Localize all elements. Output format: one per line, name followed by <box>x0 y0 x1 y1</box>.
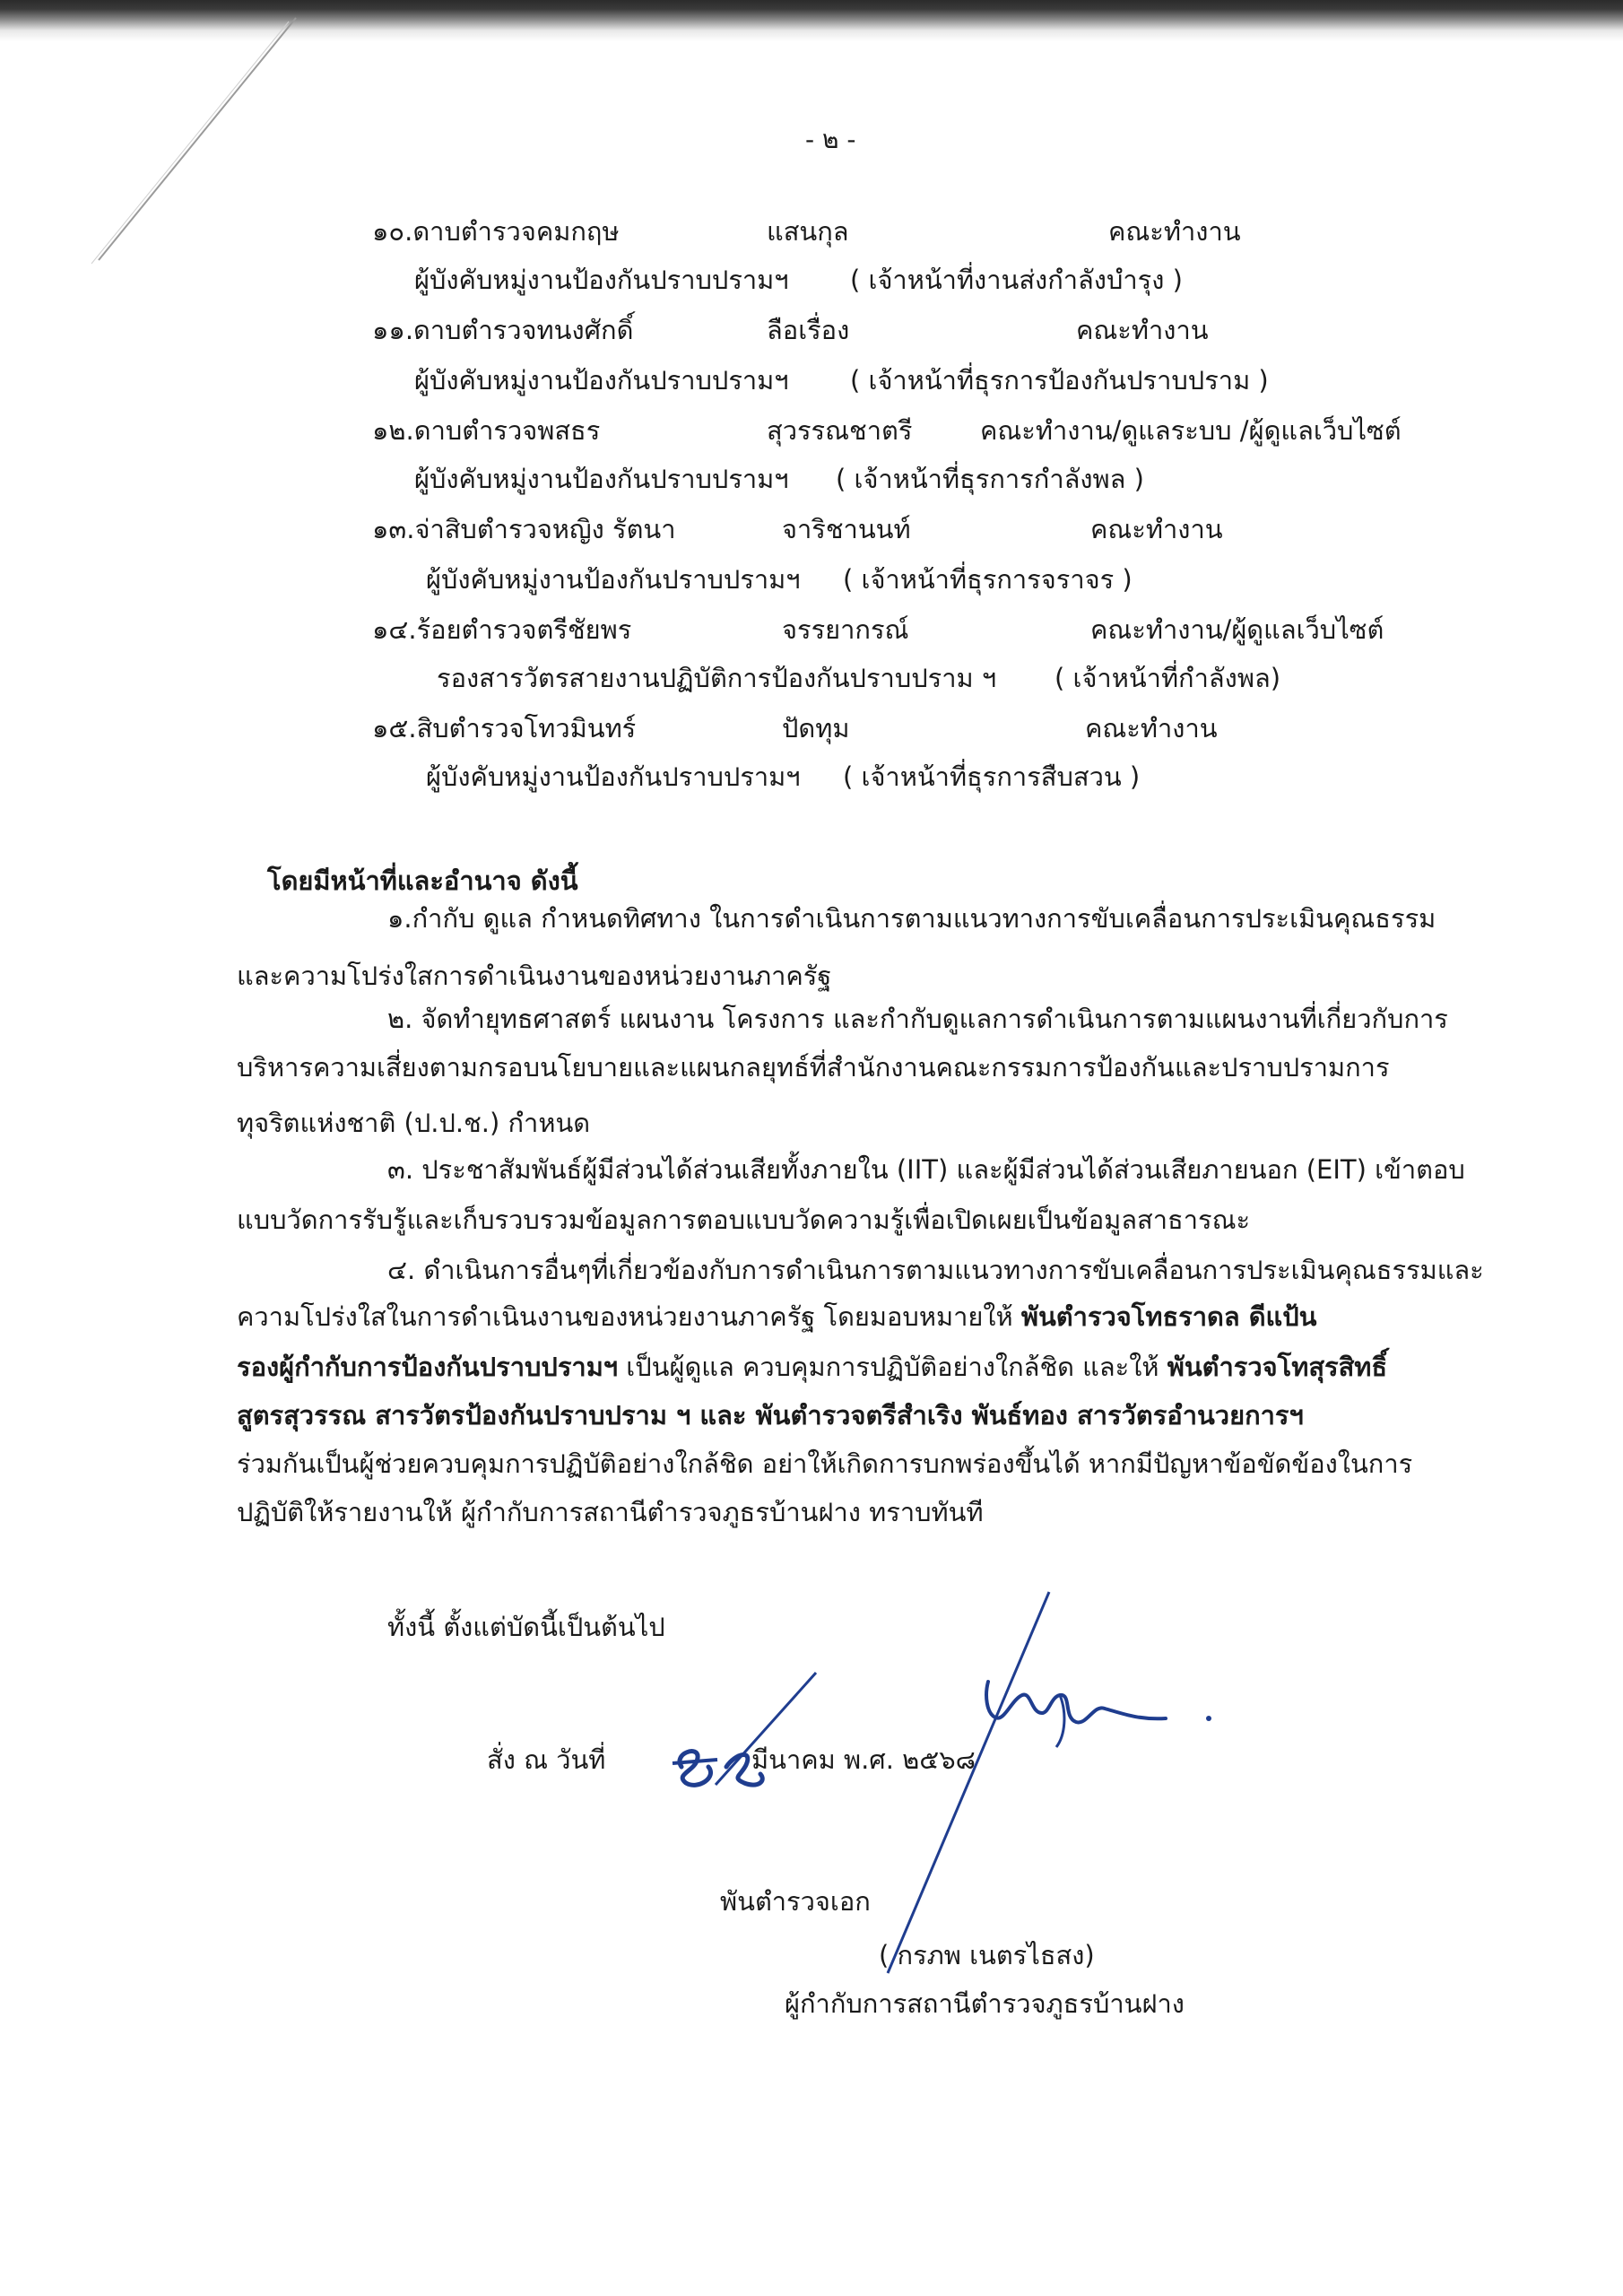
signer-title: ผู้กำกับการสถานีตำรวจภูธรบ้านฝาง <box>785 1988 1185 2019</box>
member-10-surname: แสนกุล <box>767 216 849 247</box>
page-number: - ๒ - <box>805 125 856 154</box>
duty-2-line-1: ๒. จัดทำยุทธศาสตร์ แผนงาน โครงการ และกำกับดูแลการดำเนินการตามแผนงานที่เกี่ยวกับการ <box>387 1004 1448 1034</box>
member-10-position: ผู้บังคับหมู่งานป้องกันปราบปรามฯ <box>414 265 789 295</box>
member-12-position: ผู้บังคับหมู่งานป้องกันปราบปรามฯ <box>414 464 789 494</box>
duties-heading: โดยมีหน้าที่และอำนาจ ดังนี้ <box>267 865 578 896</box>
member-12-role: คณะทำงาน/ดูแลระบบ /ผู้ดูแลเว็บไซต์ <box>980 415 1402 446</box>
member-13-role: คณะทำงาน <box>1090 514 1223 544</box>
effective-clause: ทั้งนี้ ตั้งแต่บัดนี้เป็นต้นไป <box>387 1612 665 1642</box>
member-11-surname: ลือเรื่อง <box>767 315 850 345</box>
duty-2-line-2: บริหารความเสี่ยงตามกรอบนโยบายและแผนกลยุทธ์ที่สำนักงานคณะกรรมการป้องกันและปราบปรามการ <box>237 1052 1390 1083</box>
member-12-name: ๑๒.ดาบตำรวจพสธร <box>372 415 601 446</box>
member-13-name: ๑๓.จ่าสิบตำรวจหญิง รัตนา <box>372 514 676 544</box>
duty-1-line-2: และความโปร่งใสการดำเนินงานของหน่วยงานภาครัฐ <box>237 961 832 991</box>
member-13-duty: ( เจ้าหน้าที่ธุรการจราจร ) <box>843 564 1133 595</box>
member-14-position: รองสารวัตรสายงานปฏิบัติการป้องกันปราบปราม ฯ <box>437 663 997 693</box>
duty-4-line-1: ๔. ดำเนินการอื่นๆที่เกี่ยวข้องกับการดำเนินการตามแนวทางการขับเคลื่อนการประเมินคุณธรรมและ <box>387 1255 1484 1285</box>
duty-4-line-6: ปฏิบัติให้รายงานให้ ผู้กำกับการสถานีตำรวจภูธรบ้านฝาง ทราบทันที <box>237 1497 984 1527</box>
duty-4-line-3-text: เป็นผู้ดูแล ควบคุมการปฏิบัติอย่างใกล้ชิด และให้ <box>618 1352 1167 1382</box>
member-15-position: ผู้บังคับหมู่งานป้องกันปราบปรามฯ <box>426 761 801 792</box>
duty-2-line-3: ทุจริตแห่งชาติ (ป.ป.ช.) กำหนด <box>237 1108 591 1138</box>
scan-top-edge <box>0 0 1623 41</box>
member-11-position: ผู้บังคับหมู่งานป้องกันปราบปรามฯ <box>414 365 789 396</box>
assignee-deputy-name: พันตำรวจโทธราดล ดีแป้น <box>1020 1301 1317 1332</box>
duty-1-line-1: ๑.กำกับ ดูแล กำหนดทิศทาง ในการดำเนินการตามแนวทางการขับเคลื่อนการประเมินคุณธรรม <box>387 903 1436 934</box>
order-date-suffix: มีนาคม พ.ศ. ๒๕๖๘ <box>751 1744 976 1775</box>
member-14-surname: จรรยากรณ์ <box>782 614 909 645</box>
member-10-duty: ( เจ้าหน้าที่งานส่งกำลังบำรุง ) <box>850 265 1183 295</box>
member-15-name: ๑๕.สิบตำรวจโทวมินทร์ <box>372 713 637 744</box>
duty-4-line-5: ร่วมกันเป็นผู้ช่วยควบคุมการปฏิบัติอย่างใกล้ชิด อย่าให้เกิดการบกพร่องขึ้นได้ หากมีปัญหาข้อขัดข้องในการ <box>237 1448 1413 1479</box>
duty-4-line-3 <box>237 1349 1387 1385</box>
member-11-role: คณะทำงาน <box>1076 315 1209 345</box>
member-12-duty: ( เจ้าหน้าที่ธุรการกำลังพล ) <box>836 464 1144 494</box>
member-10-role: คณะทำงาน <box>1108 216 1241 247</box>
member-14-duty: ( เจ้าหน้าที่กำลังพล) <box>1055 663 1281 693</box>
member-13-position: ผู้บังคับหมู่งานป้องกันปราบปรามฯ <box>426 564 801 595</box>
member-14-name: ๑๔.ร้อยตำรวจตรีชัยพร <box>372 614 632 645</box>
duty-3-line-1: ๓. ประชาสัมพันธ์ผู้มีส่วนได้ส่วนเสียทั้งภายใน (IIT) และผู้มีส่วนได้ส่วนเสียภายนอก (EIT) เข้าตอบ <box>387 1154 1465 1185</box>
assignee-deputy-title: รองผู้กำกับการป้องกันปราบปรามฯ <box>237 1352 619 1382</box>
member-10-name: ๑๐.ดาบตำรวจคมกฤษ <box>372 216 620 247</box>
duty-4-line-4: สูตรสุวรรณ สารวัตรป้องกันปราบปราม ฯ และ พันตำรวจตรีสำเริง พันธ์ทอง สารวัตรอำนวยการฯ <box>237 1400 1304 1431</box>
duty-4-line-2-text: ความโปร่งใสในการดำเนินงานของหน่วยงานภาครัฐ โดยมอบหมายให้ <box>237 1301 1021 1332</box>
duty-4-line-2 <box>237 1299 1316 1335</box>
member-13-surname: จาริชานนท์ <box>782 514 911 544</box>
member-11-name: ๑๑.ดาบตำรวจทนงศักดิ์ <box>372 315 634 345</box>
signer-rank: พันตำรวจเอก <box>720 1886 871 1917</box>
member-11-duty: ( เจ้าหน้าที่ธุรการป้องกันปราบปราม ) <box>850 365 1269 396</box>
duty-3-line-2: แบบวัดการรับรู้และเก็บรวบรวมข้อมูลการตอบแบบวัดความรู้เพื่อเปิดเผยเป็นข้อมูลสาธารณะ <box>237 1205 1251 1235</box>
member-12-surname: สุวรรณชาตรี <box>767 415 913 446</box>
assignee-inspector-name: พันตำรวจโทสุรสิทธิ์ <box>1167 1352 1388 1382</box>
member-15-duty: ( เจ้าหน้าที่ธุรการสืบสวน ) <box>843 761 1141 792</box>
member-15-role: คณะทำงาน <box>1085 713 1218 744</box>
member-14-role: คณะทำงาน/ผู้ดูแลเว็บไซต์ <box>1090 614 1384 645</box>
signer-name: ( กรภพ เนตรไธสง) <box>879 1940 1095 1970</box>
order-date-prefix: สั่ง ณ วันที่ <box>487 1744 606 1775</box>
member-15-surname: ปัดทุม <box>782 713 850 744</box>
